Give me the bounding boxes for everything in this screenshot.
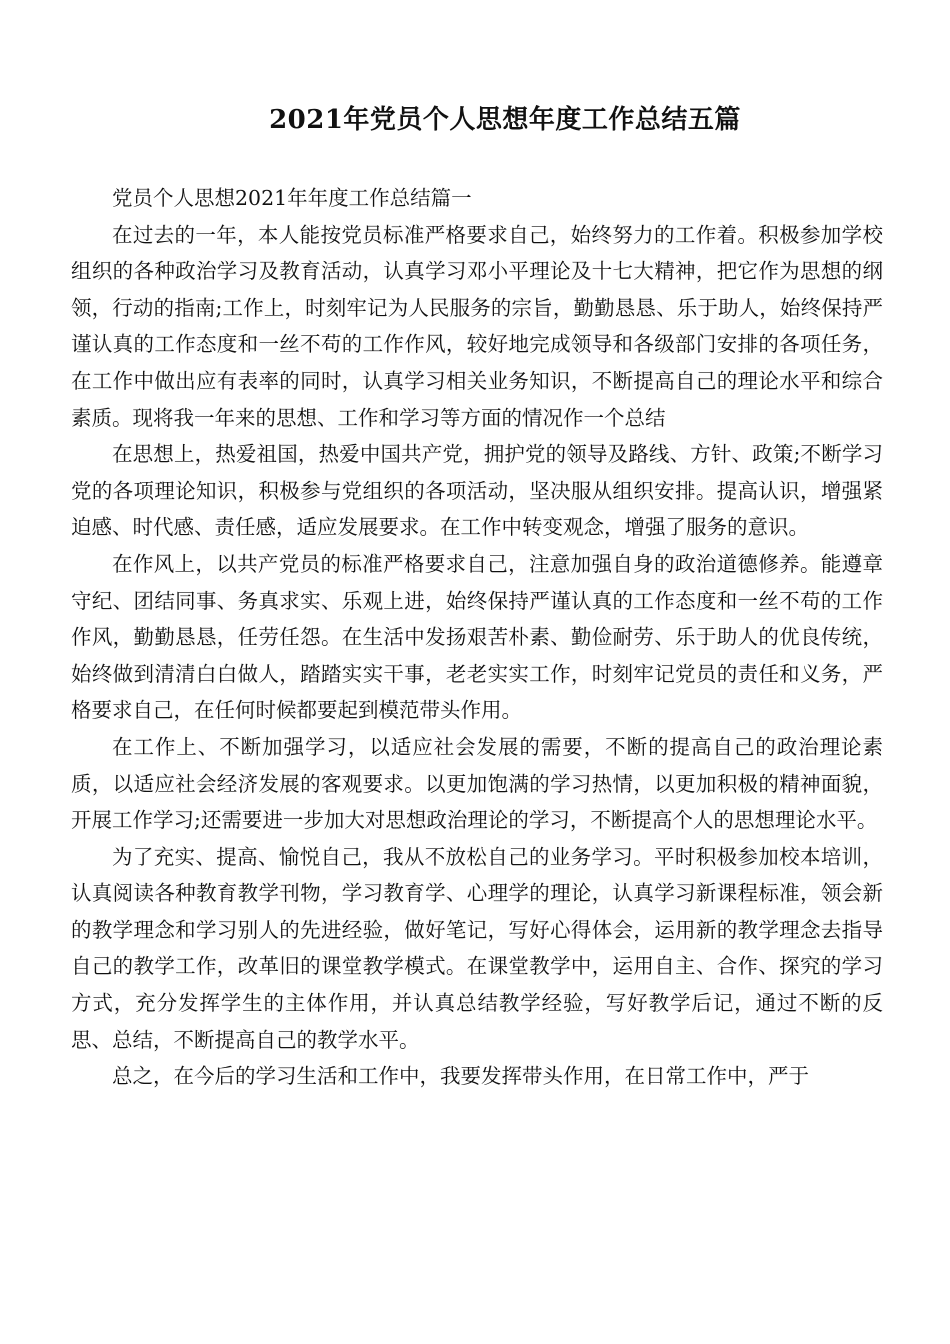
document-title: 2021年党员个人思想年度工作总结五篇 (269, 105, 741, 135)
paragraph-conduct: 在作风上，以共产党员的标准严格要求自己，注意加强自身的政治道德修养。能遵章守纪、团结同事、务真求实、乐观上进，始终保持严谨认真的工作态度和一丝不苟的工作作风，勤勤恳恳，任劳任怨。在生活中发扬艰苦朴素、勤俭耐劳、乐于助人的优良传统，始终做到清清白白做人，踏踏实实干事，老老实实工作，时刻牢记党员的责任和义务，严格要求自己，在任何时候都要起到模范带头作用。 (71, 551, 883, 723)
document-body (71, 180, 883, 1095)
paragraph-work: 在工作上、不断加强学习，以适应社会发展的需要，不断的提高自己的政治理论素质，以适应社会经济发展的客观要求。以更加饱满的学习热情，以更加积极的精神面貌，开展工作学习;还需要进一步加大对思想政治理论的学习，不断提高个人的思想理论水平。 (71, 734, 883, 833)
paragraph-intro: 在过去的一年，本人能按党员标准严格要求自己，始终努力的工作着。积极参加学校组织的各种政治学习及教育活动，认真学习邓小平理论及十七大精神，把它作为思想的纲领，行动的指南;工作上，时刻牢记为人民服务的宗旨，勤勤恳恳、乐于助人，始终保持严谨认真的工作态度和一丝不苟的工作作风，较好地完成领导和各级部门安排的各项任务，在工作中做出应有表率的同时，认真学习相关业务知识，不断提高自己的理论水平和综合素质。现将我一年来的思想、工作和学习等方面的情况作一个总结 (71, 222, 883, 430)
paragraph-summary: 总之，在今后的学习生活和工作中，我要发挥带头作用，在日常工作中，严于 (112, 1064, 809, 1089)
section-heading: 党员个人思想2021年年度工作总结篇一 (112, 186, 472, 210)
paragraph-thought: 在思想上，热爱祖国，热爱中国共产党，拥护党的领导及路线、方针、政策;不断学习党的各项理论知识，积极参与党组织的各项活动，坚决服从组织安排。提高认识，增强紧迫感、时代感、责任感，适应发展要求。在工作中转变观念，增强了服务的意识。 (71, 442, 883, 540)
paragraph-study: 为了充实、提高、愉悦自己，我从不放松自己的业务学习。平时积极参加校本培训，认真阅读各种教育教学刊物，学习教育学、心理学的理论，认真学习新课程标准，领会新的教学理念和学习别人的先进经验，做好笔记，写好心得体会，运用新的教学理念去指导自己的教学工作，改革旧的课堂教学模式。在课堂教学中，运用自主、合作、探究的学习方式，充分发挥学生的主体作用，并认真总结教学经验，写好教学后记，通过不断的反思、总结，不断提高自己的教学水平。 (71, 844, 883, 1052)
